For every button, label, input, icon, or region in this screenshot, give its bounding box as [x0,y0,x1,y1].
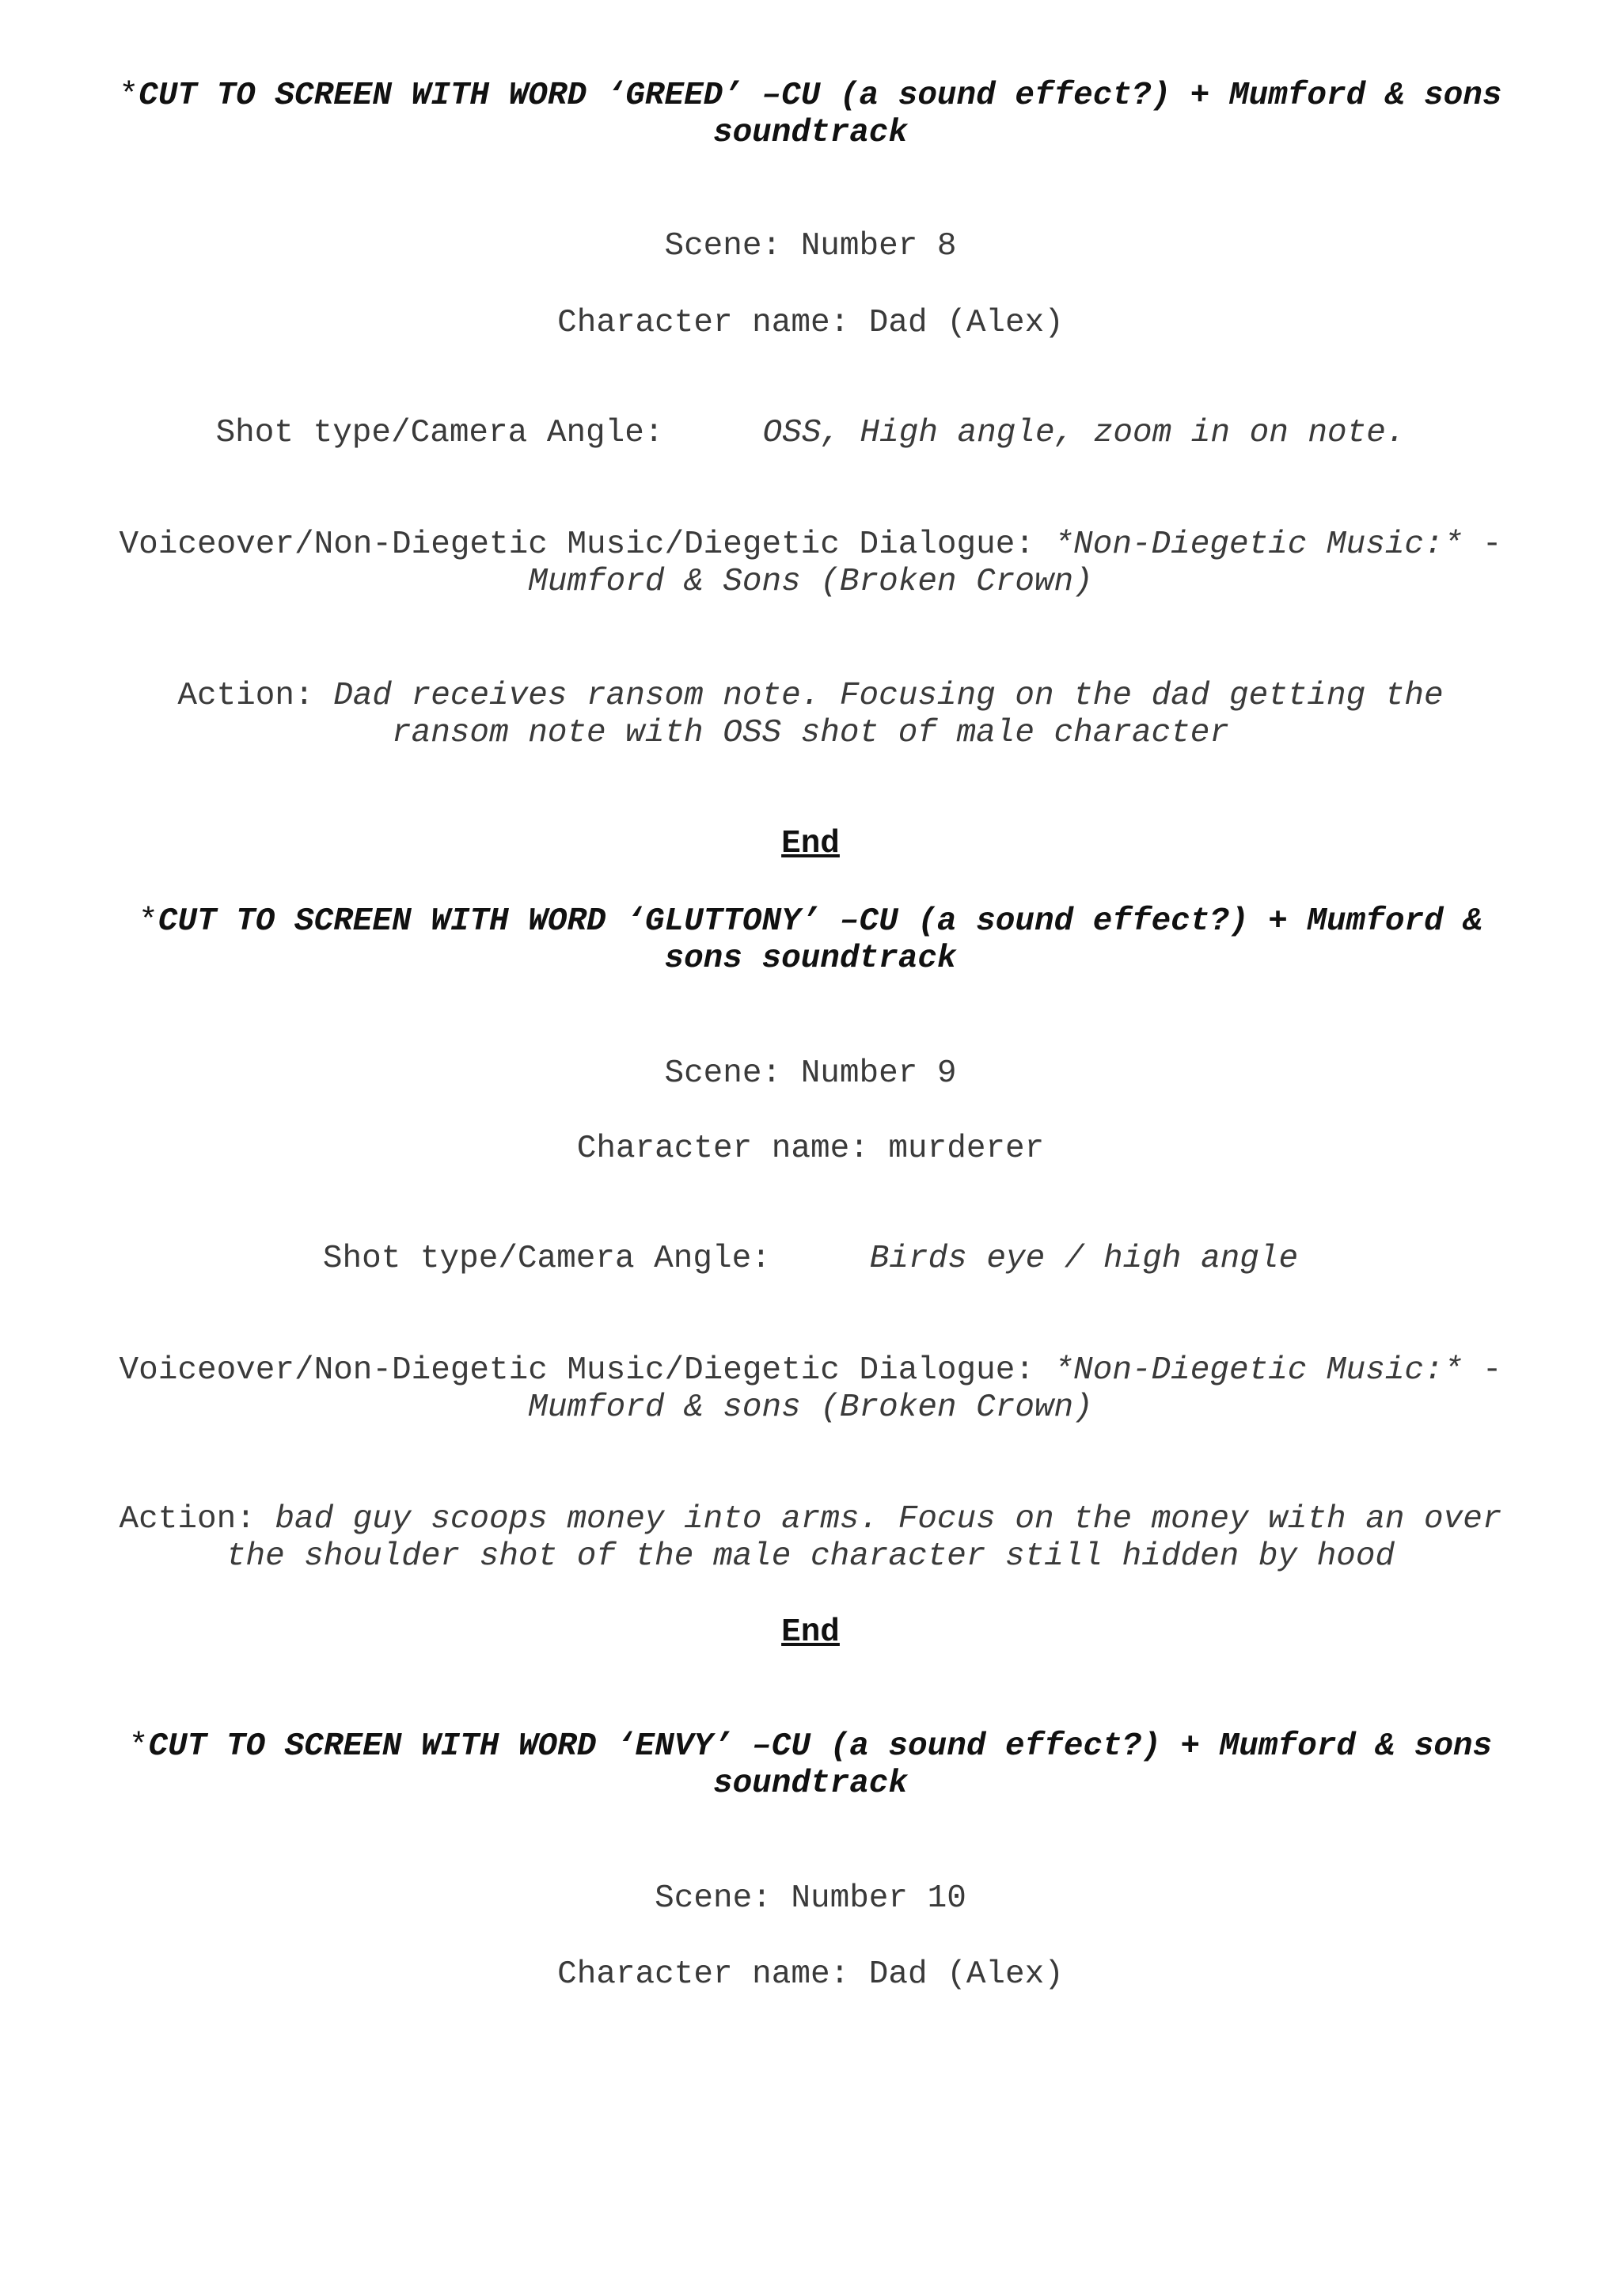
shot-value: Birds eye / high angle [869,1241,1299,1277]
cut-direction-envy [87,1728,1534,1766]
scene-number: Scene: Number 9 [664,1055,957,1092]
action-line2: ransom note with OSS shot of male character [392,715,1229,751]
cut-direction-gluttony [87,903,1534,941]
shot-label: Shot type/Camera Angle: [215,415,664,451]
voiceover-label: Voiceover/Non-Diegetic Music/Diegetic Dialogue: [119,1352,1034,1389]
cut-asterisk: * [139,903,158,940]
shot-type [87,415,1534,452]
cut-direction-line2: sons soundtrack [664,941,957,977]
end-marker: End [781,1614,840,1651]
scene-number: Scene: Number 10 [655,1880,966,1917]
cut-asterisk: * [128,1728,149,1765]
cut-asterisk: * [119,78,139,114]
voiceover-value: *Non-Diegetic Music:* [1053,526,1463,563]
action-line [87,1501,1534,1538]
voiceover-value: *Non-Diegetic Music:* [1053,1352,1463,1389]
action-line [87,678,1534,715]
end-marker: End [781,826,840,862]
character-name: Character name: murderer [576,1131,1045,1167]
voiceover-label: Voiceover/Non-Diegetic Music/Diegetic Dialogue: [119,526,1034,563]
voiceover-music: Mumford & Sons (Broken Crown) [528,564,1093,600]
shot-label: Shot type/Camera Angle: [322,1241,771,1277]
action-line2: the shoulder shot of the male character still hidden by hood [226,1538,1395,1575]
action-label: Action: [177,678,314,714]
scene-number: Scene: Number 8 [664,228,957,264]
voiceover-dash: - [1463,1352,1502,1389]
shot-value: OSS, High angle, zoom in on note. [762,415,1406,451]
character-name: Character name: Dad (Alex) [557,305,1064,341]
action-label: Action: [119,1501,256,1538]
cut-direction-line2: soundtrack [712,1766,909,1802]
cut-direction-line2: soundtrack [712,115,909,151]
character-name: Character name: Dad (Alex) [557,1956,1064,1993]
action-text: bad guy scoops money into arms. Focus on the money with an over [275,1501,1502,1538]
cut-line: CUT TO SCREEN WITH WORD ‘ENVY’ –CU (a sound effect?) + Mumford & sons [148,1728,1493,1765]
voiceover-line [87,526,1534,564]
cut-line: CUT TO SCREEN WITH WORD ‘GREED’ –CU (a sound effect?) + Mumford & sons [139,78,1502,114]
voiceover-dash: - [1463,526,1502,563]
voiceover-line [87,1352,1534,1389]
cut-direction-greed [87,78,1534,115]
cut-line: CUT TO SCREEN WITH WORD ‘GLUTTONY’ –CU (a sound effect?) + Mumford & [158,903,1482,940]
voiceover-music: Mumford & sons (Broken Crown) [528,1389,1093,1426]
action-text: Dad receives ransom note. Focusing on the dad getting the [333,678,1444,714]
shot-type [87,1241,1534,1278]
